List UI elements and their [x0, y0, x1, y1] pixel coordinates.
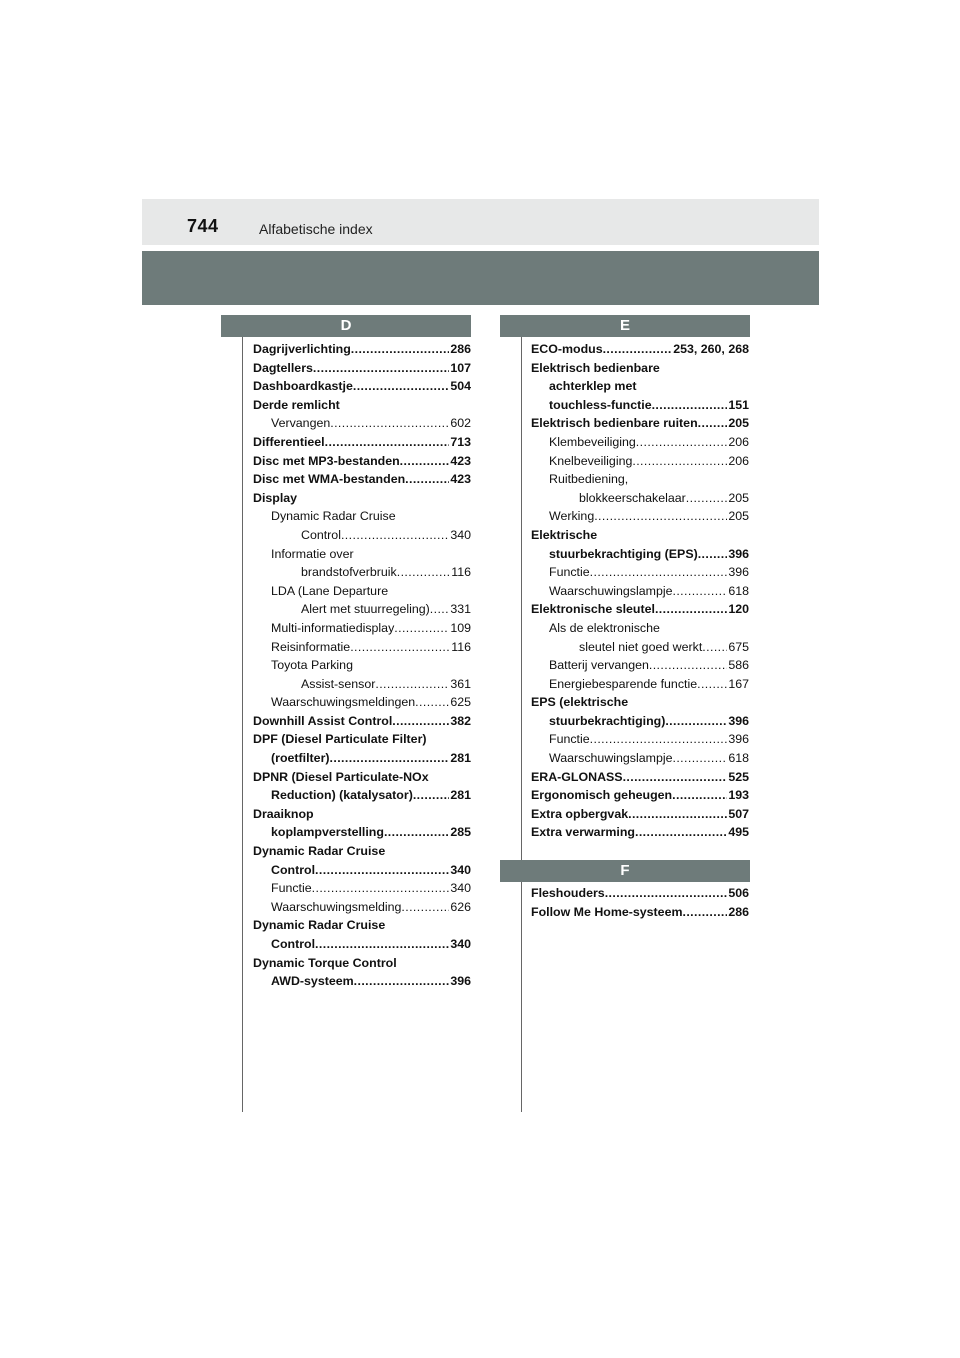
index-entry — [253, 972, 471, 991]
entry-term: Elektronische sleutel — [531, 602, 655, 617]
index-entry — [531, 340, 749, 359]
dot-leader — [312, 879, 450, 898]
index-entry — [253, 712, 471, 731]
header-band — [142, 251, 819, 305]
entry-term: stuurbekrachtiging) — [549, 713, 666, 728]
entry-page-ref: 618 — [728, 583, 749, 598]
entry-term: brandstofverbruik — [301, 565, 397, 580]
entry-term: ECO-modus — [531, 342, 603, 356]
entry-term: Waarschuwingslampje — [549, 751, 673, 766]
page-title: Alfabetische index — [259, 221, 373, 237]
index-entry — [253, 452, 471, 471]
index-entry — [253, 582, 471, 601]
dot-leader — [623, 768, 728, 787]
index-entry — [531, 359, 749, 378]
index-entry — [253, 489, 471, 508]
entry-page-ref: 675 — [728, 639, 749, 654]
entry-term: Reisinformatie — [271, 639, 351, 654]
index-entry — [531, 489, 749, 508]
index-entry — [531, 563, 749, 582]
index-entry — [253, 545, 471, 564]
index-entry — [531, 730, 749, 749]
index-entry — [531, 712, 749, 731]
entry-term: stuurbekrachtiging (EPS) — [549, 546, 698, 561]
index-entry — [253, 470, 471, 489]
entry-page-ref: 281 — [450, 751, 471, 766]
entry-term: Toyota Parking — [271, 658, 353, 673]
section-header-f: F — [500, 860, 750, 882]
dot-leader — [603, 340, 673, 359]
dot-leader — [673, 582, 728, 601]
entry-page-ref: 340 — [450, 881, 471, 896]
dot-leader — [341, 526, 449, 545]
entry-term: Reduction) (katalysator) — [271, 788, 413, 803]
entry-page-ref: 396 — [728, 732, 749, 747]
entry-page-ref: 151 — [728, 397, 749, 412]
entry-term: Als de elektronische — [549, 620, 660, 635]
dot-leader — [401, 898, 449, 917]
entry-page-ref: 340 — [450, 937, 471, 951]
index-entry — [253, 563, 471, 582]
index-entry — [253, 749, 471, 768]
entry-term: Elektrisch bedienbare — [531, 360, 660, 375]
index-entry — [531, 526, 749, 545]
dot-leader — [697, 675, 727, 694]
index-entry — [253, 359, 471, 378]
entry-page-ref: 396 — [450, 974, 471, 989]
dot-leader — [397, 563, 451, 582]
entry-term: Elektrische — [531, 527, 598, 542]
index-entry — [253, 396, 471, 415]
entry-page-ref: 167 — [728, 676, 749, 691]
entry-page-ref: 423 — [450, 453, 471, 468]
index-entry — [531, 823, 749, 842]
entry-term: Control — [271, 862, 316, 877]
entry-page-ref: 120 — [728, 602, 749, 617]
column-rule-right — [521, 337, 522, 1112]
entry-page-ref: 396 — [728, 713, 749, 728]
dot-leader — [351, 340, 450, 359]
index-entry — [531, 507, 749, 526]
entry-term: Ruitbediening, — [549, 472, 629, 487]
dot-leader — [384, 823, 449, 842]
entry-term: Ergonomisch geheugen — [531, 788, 673, 803]
dot-leader — [665, 712, 727, 731]
entry-page-ref: 331 — [450, 602, 471, 617]
entry-page-ref: 205 — [728, 416, 749, 431]
index-entry — [253, 340, 471, 359]
entry-page-ref: 602 — [450, 416, 471, 431]
entry-term: sleutel niet goed werkt — [579, 639, 703, 654]
index-entry — [531, 749, 749, 768]
dot-leader — [315, 935, 449, 954]
index-entry — [253, 656, 471, 675]
entry-term: Dynamic Radar Cruise — [271, 509, 396, 524]
index-entry — [531, 693, 749, 712]
entry-term: Dagrijverlichting — [253, 342, 351, 356]
page-number: 744 — [187, 216, 219, 236]
index-entry — [253, 638, 471, 657]
dot-leader — [350, 638, 450, 657]
entry-page-ref: 625 — [450, 695, 471, 710]
section-header-e: E — [500, 315, 750, 337]
entry-term: Assist-sensor — [301, 676, 376, 691]
index-entry — [253, 842, 471, 861]
index-entry — [531, 377, 749, 396]
entry-page-ref: 507 — [728, 806, 749, 821]
index-column-e — [531, 340, 749, 842]
entry-page-ref: 116 — [451, 639, 471, 654]
entry-term: Waarschuwingsmelding — [271, 899, 402, 914]
dot-leader — [405, 470, 449, 489]
index-entry — [531, 903, 749, 922]
entry-page-ref: 205 — [728, 509, 749, 524]
entry-page-ref: 586 — [728, 658, 749, 673]
entry-page-ref: 495 — [728, 825, 749, 840]
dot-leader — [430, 600, 450, 619]
entry-term: Dashboardkastje — [253, 379, 353, 394]
entry-page-ref: 206 — [728, 434, 749, 449]
index-column-d — [253, 340, 471, 991]
dot-leader — [394, 619, 449, 638]
entry-term: Control — [271, 937, 316, 951]
entry-page-ref: 626 — [450, 899, 471, 914]
index-entry — [253, 600, 471, 619]
entry-term: Disc met MP3-bestanden — [253, 453, 400, 468]
index-entry — [531, 619, 749, 638]
entry-term: touchless-functie — [549, 397, 652, 412]
entry-term: Dagtellers — [253, 360, 313, 375]
entry-page-ref: 618 — [728, 751, 749, 766]
dot-leader — [652, 396, 728, 415]
index-entry — [531, 545, 749, 564]
index-entry — [531, 414, 749, 433]
index-entry — [253, 916, 471, 935]
dot-leader — [628, 805, 727, 824]
dot-leader — [655, 600, 727, 619]
index-entry — [531, 396, 749, 415]
index-entry — [253, 805, 471, 824]
index-entry — [531, 470, 749, 489]
entry-page-ref: 206 — [728, 453, 749, 468]
entry-term: Informatie over — [271, 546, 354, 561]
index-entry — [531, 884, 749, 903]
entry-term: Downhill Assist Control — [253, 713, 393, 728]
index-entry — [253, 377, 471, 396]
index-entry — [531, 582, 749, 601]
index-entry — [531, 786, 749, 805]
entry-page-ref: 107 — [450, 360, 471, 375]
dot-leader — [672, 786, 727, 805]
index-entry — [253, 675, 471, 694]
entry-term: Derde remlicht — [253, 397, 340, 412]
entry-page-ref: 253, 260, 268 — [673, 342, 749, 356]
dot-leader — [686, 489, 728, 508]
dot-leader — [649, 656, 727, 675]
dot-leader — [702, 638, 727, 657]
dot-leader — [313, 359, 449, 378]
index-entry — [253, 954, 471, 973]
dot-leader — [636, 433, 728, 452]
entry-page-ref: 423 — [450, 472, 471, 487]
index-entry — [253, 730, 471, 749]
dot-leader — [330, 414, 449, 433]
index-entry — [253, 526, 471, 545]
index-entry — [531, 452, 749, 471]
entry-term: Differentieel — [253, 434, 325, 449]
entry-term: Werking — [549, 509, 595, 524]
index-entry — [531, 656, 749, 675]
entry-page-ref: 504 — [450, 379, 471, 394]
entry-term: Functie — [549, 565, 590, 580]
entry-term: Draaiknop — [253, 806, 314, 821]
entry-term: Extra verwarming — [531, 825, 635, 840]
entry-term: Knelbeveiliging — [549, 453, 633, 468]
dot-leader — [415, 693, 449, 712]
entry-page-ref: 285 — [450, 825, 471, 840]
section-header-d: D — [221, 315, 471, 337]
entry-term: Waarschuwingsmeldingen — [271, 695, 416, 710]
index-entry — [531, 600, 749, 619]
entry-page-ref: 286 — [450, 342, 471, 356]
index-entry — [253, 879, 471, 898]
dot-leader — [413, 786, 449, 805]
dot-leader — [590, 730, 728, 749]
entry-term: DPF (Diesel Particulate Filter) — [253, 732, 427, 747]
entry-term: LDA (Lane Departure — [271, 583, 389, 598]
dot-leader — [635, 823, 727, 842]
dot-leader — [590, 563, 728, 582]
entry-term: Functie — [549, 732, 590, 747]
entry-page-ref: 713 — [450, 434, 471, 449]
index-entry — [253, 619, 471, 638]
entry-page-ref: 281 — [450, 788, 471, 803]
entry-term: (roetfilter) — [271, 751, 330, 766]
entry-term: Alert met stuurregeling) — [301, 602, 430, 617]
entry-term: Multi-informatiedisplay — [271, 620, 395, 635]
entry-term: Vervangen — [271, 416, 331, 431]
entry-page-ref: 382 — [450, 713, 471, 728]
index-entry — [531, 805, 749, 824]
dot-leader — [594, 507, 727, 526]
dot-leader — [375, 675, 449, 694]
entry-page-ref: 205 — [728, 490, 749, 505]
entry-term: koplampverstelling — [271, 825, 384, 840]
entry-term: Disc met WMA-bestanden — [253, 472, 406, 487]
entry-term: achterklep met — [549, 379, 637, 394]
entry-term: blokkeerschakelaar — [579, 490, 686, 505]
entry-term: Klembeveiliging — [549, 434, 636, 449]
page-header-bar — [142, 199, 819, 245]
entry-term: Extra opbergvak — [531, 806, 629, 821]
index-entry — [253, 786, 471, 805]
dot-leader — [632, 452, 727, 471]
entry-page-ref: 525 — [728, 769, 749, 784]
index-entry — [253, 693, 471, 712]
entry-page-ref: 396 — [728, 546, 749, 561]
index-entry — [253, 768, 471, 787]
entry-term: Display — [253, 490, 298, 505]
index-entry — [531, 433, 749, 452]
dot-leader — [400, 452, 450, 471]
entry-page-ref: 506 — [728, 886, 749, 900]
dot-leader — [392, 712, 449, 731]
dot-leader — [698, 414, 728, 433]
entry-page-ref: 396 — [728, 565, 749, 580]
dot-leader — [330, 749, 450, 768]
dot-leader — [315, 861, 449, 880]
entry-term: DPNR (Diesel Particulate-NOx — [253, 769, 429, 784]
dot-leader — [673, 749, 728, 768]
entry-page-ref: 116 — [451, 565, 471, 580]
entry-term: Elektrisch bedienbare ruiten — [531, 416, 698, 431]
index-entry — [253, 414, 471, 433]
entry-page-ref: 361 — [450, 676, 471, 691]
index-entry — [253, 935, 471, 954]
index-entry — [253, 861, 471, 880]
entry-term: Fleshouders — [531, 886, 605, 900]
entry-page-ref: 340 — [450, 862, 471, 877]
dot-leader — [354, 972, 450, 991]
index-column-f — [531, 884, 749, 921]
entry-term: Dynamic Radar Cruise — [253, 844, 386, 859]
dot-leader — [353, 377, 449, 396]
entry-page-ref: 286 — [728, 904, 749, 919]
entry-term: Energiebesparende functie — [549, 676, 698, 691]
index-entry — [253, 433, 471, 452]
entry-term: Dynamic Torque Control — [253, 955, 397, 970]
dot-leader — [698, 545, 728, 564]
entry-term: Follow Me Home-systeem — [531, 904, 683, 919]
index-entry — [531, 675, 749, 694]
index-entry — [253, 823, 471, 842]
entry-page-ref: 109 — [450, 620, 471, 635]
dot-leader — [605, 884, 728, 903]
dot-leader — [325, 433, 450, 452]
dot-leader — [682, 903, 727, 922]
entry-term: Batterij vervangen — [549, 658, 649, 673]
entry-page-ref: 340 — [450, 527, 471, 542]
entry-term: EPS (elektrische — [531, 695, 629, 710]
index-entry — [531, 768, 749, 787]
entry-term: ERA-GLONASS — [531, 769, 623, 784]
entry-page-ref: 193 — [728, 788, 749, 803]
index-entry — [253, 507, 471, 526]
entry-term: AWD-systeem — [271, 974, 354, 989]
entry-term: Waarschuwingslampje — [549, 583, 673, 598]
entry-term: Functie — [271, 881, 312, 896]
column-rule-left — [242, 337, 243, 1112]
entry-term: Control — [301, 527, 341, 542]
entry-term: Dynamic Radar Cruise — [253, 918, 386, 933]
index-entry — [253, 898, 471, 917]
index-entry — [531, 638, 749, 657]
